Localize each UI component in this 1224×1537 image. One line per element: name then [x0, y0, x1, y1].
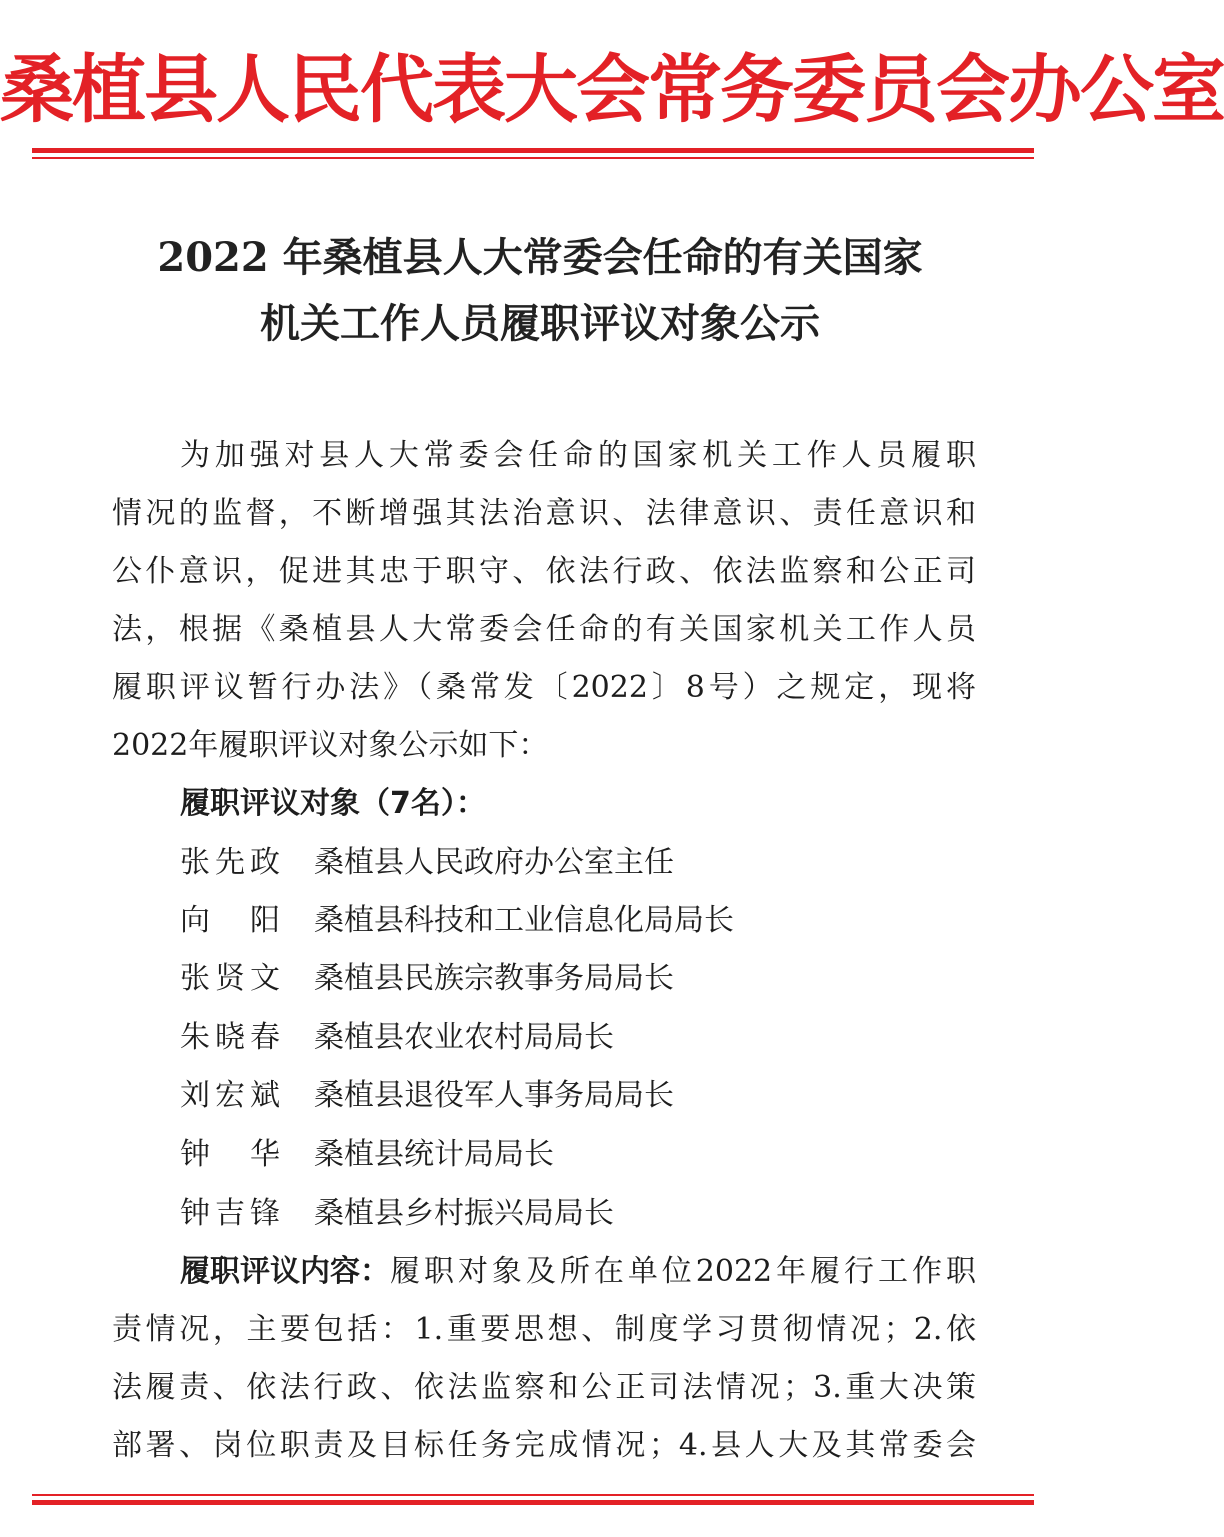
subject-name: 钟吉锋 — [180, 1196, 280, 1231]
document-title-line-2: 机关工作人员履职评议对象公示 — [260, 300, 820, 347]
content-line: 法履责、依法行政、依法监察和公正司法情况；3.重大决策 — [112, 1370, 976, 1405]
subject-position: 桑植县科技和工业信息化局局长 — [314, 903, 734, 938]
intro-line: 为加强对县人大常委会任命的国家机关工作人员履职 — [180, 438, 976, 473]
subject-name: 向阳 — [180, 903, 280, 938]
header-rule-thin — [32, 157, 1034, 159]
subject-position: 桑植县民族宗教事务局局长 — [314, 961, 674, 996]
footer-rule-thin — [32, 1494, 1034, 1496]
intro-line: 公仆意识，促进其忠于职守、依法行政、依法监察和公正司 — [112, 554, 976, 589]
subject-name: 张先政 — [180, 845, 280, 880]
content-line: 部署、岗位职责及目标任务完成情况；4.县人大及其常委会 — [112, 1428, 976, 1463]
subject-position: 桑植县统计局局长 — [314, 1137, 554, 1172]
subject-position: 桑植县人民政府办公室主任 — [314, 845, 674, 880]
intro-line: 履职评议暂行办法》（桑常发〔2022〕8号）之规定，现将 — [112, 670, 976, 705]
content-first-line — [180, 1252, 976, 1292]
subject-name: 钟华 — [180, 1137, 280, 1172]
subject-name: 张贤文 — [180, 961, 280, 996]
content-heading: 履职评议内容： — [180, 1254, 390, 1289]
intro-line: 2022年履职评议对象公示如下： — [112, 728, 549, 763]
content-line: 责情况，主要包括：1.重要思想、制度学习贯彻情况；2.依 — [112, 1312, 976, 1347]
footer-rule-thick — [32, 1500, 1034, 1505]
intro-line: 情况的监督，不断增强其法治意识、法律意识、责任意识和 — [112, 496, 976, 531]
subject-position: 桑植县农业农村局局长 — [314, 1020, 614, 1055]
subjects-heading: 履职评议对象（7名）： — [180, 786, 486, 821]
masthead-title: 桑植县人民代表大会常务委员会办公室 — [0, 47, 1224, 133]
intro-line: 法，根据《桑植县人大常委会任命的有关国家机关工作人员 — [112, 612, 976, 647]
document-title-line-1: 2022 年桑植县人大常委会任命的有关国家 — [157, 234, 923, 281]
content-line: 履职对象及所在单位2022年履行工作职 — [390, 1254, 976, 1289]
header-rule-thick — [32, 148, 1034, 153]
subject-name: 朱晓春 — [180, 1020, 280, 1055]
subject-name: 刘宏斌 — [180, 1078, 280, 1113]
subject-position: 桑植县乡村振兴局局长 — [314, 1196, 614, 1231]
subject-position: 桑植县退役军人事务局局长 — [314, 1078, 674, 1113]
